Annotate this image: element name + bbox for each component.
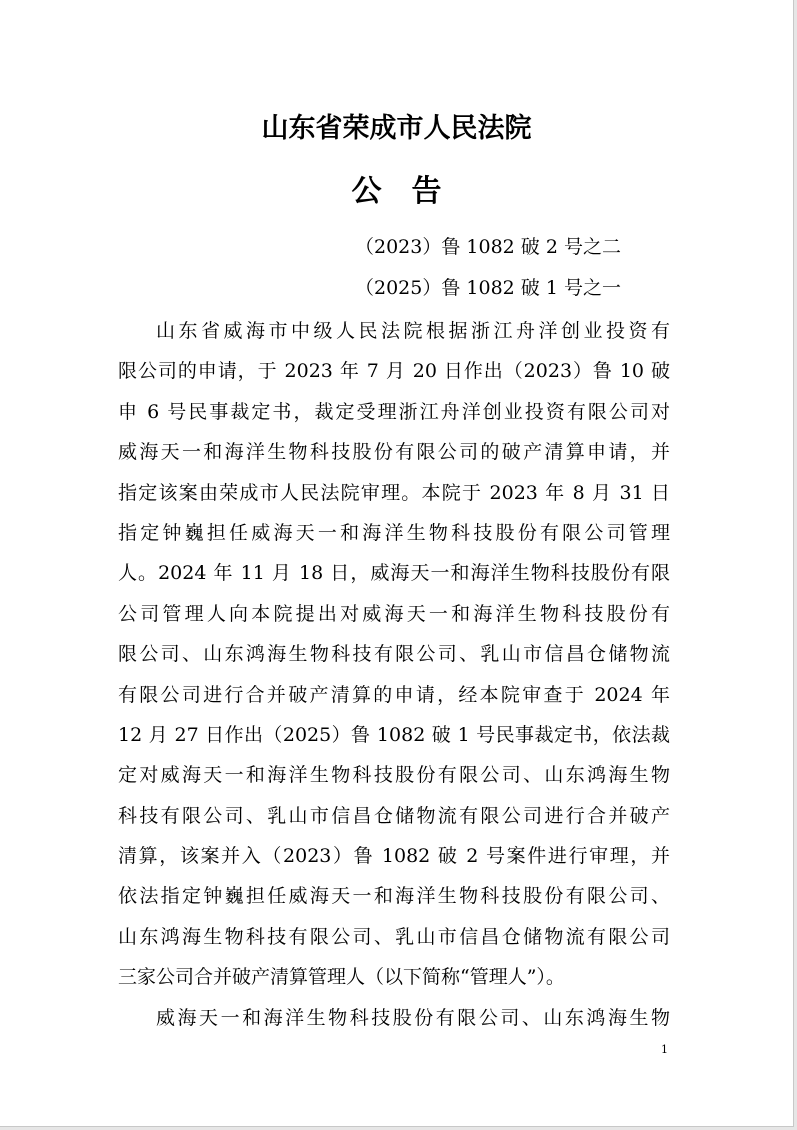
notice-title-char-1: 公 xyxy=(351,174,382,209)
notice-title xyxy=(0,170,793,214)
body-line: 指定该案由荣成市人民法院审理。本院于 2023 年 8 月 31 日 xyxy=(118,481,670,504)
page-number: 1 xyxy=(661,1043,668,1056)
body-line: 限公司的申请，于 2023 年 7 月 20 日作出（2023）鲁 10 破 xyxy=(118,360,670,383)
body-line: 定对威海天一和海洋生物科技股份有限公司、山东鸿海生物 xyxy=(118,764,670,787)
court-name-heading: 山东省荣成市人民法院 xyxy=(261,113,532,144)
body-line: 清算，该案并入（2023）鲁 1082 破 2 号案件进行审理，并 xyxy=(118,845,670,868)
case-number-1: （2023）鲁 1082 破 2 号之二 xyxy=(355,236,621,258)
body-line: 山东鸿海生物科技有限公司、乳山市信昌仓储物流有限公司 xyxy=(118,925,670,948)
body-line: 有限公司进行合并破产清算的申请，经本院审查于 2024 年 xyxy=(118,683,670,706)
body-line: 指定钟巍担任威海天一和海洋生物科技股份有限公司管理 xyxy=(118,521,670,544)
body-line: 限公司、山东鸿海生物科技有限公司、乳山市信昌仓储物流 xyxy=(118,643,670,666)
body-line: 依法指定钟巍担任威海天一和海洋生物科技股份有限公司、 xyxy=(118,885,670,908)
body-line: 三家公司合并破产清算管理人（以下简称“管理人”）。 xyxy=(118,966,565,989)
body-line: 科技有限公司、乳山市信昌仓储物流有限公司进行合并破产 xyxy=(118,804,670,827)
body-line: 申 6 号民事裁定书，裁定受理浙江舟洋创业投资有限公司对 xyxy=(118,400,670,423)
body-line: 山东省威海市中级人民法院根据浙江舟洋创业投资有 xyxy=(156,320,670,342)
case-number-2: （2025）鲁 1082 破 1 号之一 xyxy=(355,277,621,299)
notice-title-char-2: 告 xyxy=(411,174,442,209)
body-line: 公司管理人向本院提出对威海天一和海洋生物科技股份有 xyxy=(118,602,670,625)
body-line: 威海天一和海洋生物科技股份有限公司、山东鸿海生物 xyxy=(156,1006,670,1029)
body-line: 12 月 27 日作出（2025）鲁 1082 破 1 号民事裁定书，依法裁 xyxy=(118,723,670,746)
notice-body xyxy=(118,311,670,1038)
body-line: 威海天一和海洋生物科技股份有限公司的破产清算申请，并 xyxy=(118,441,670,464)
body-line: 人。2024 年 11 月 18 日，威海天一和海洋生物科技股份有限 xyxy=(118,562,670,585)
